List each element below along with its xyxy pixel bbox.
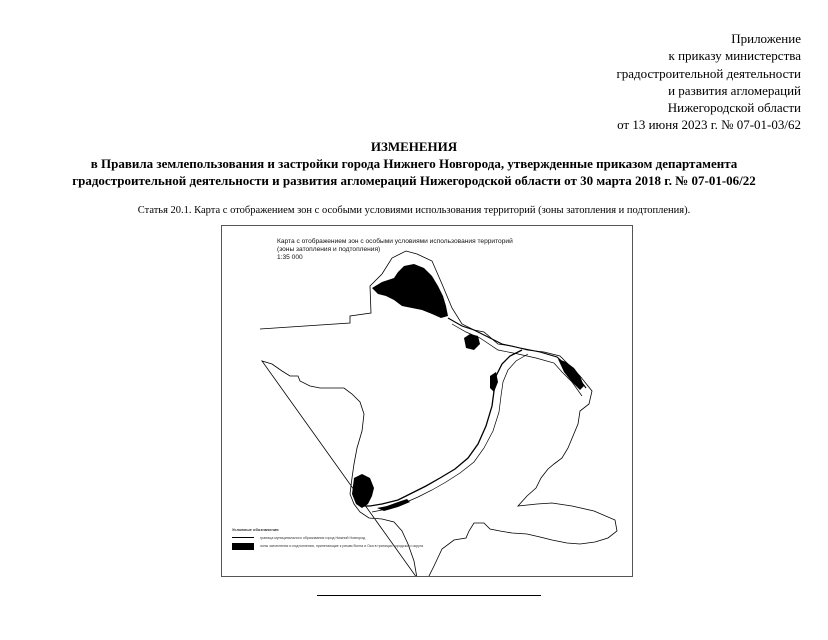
document-title: ИЗМЕНЕНИЯ xyxy=(370,139,458,154)
map-scale: 1:35 000 xyxy=(277,254,303,261)
boundary-line-swatch xyxy=(232,537,254,538)
appendix-block xyxy=(481,30,801,134)
subtitle-line: градостроительной деятельности и развития агломераций Нижегородской области от 30 марта 2018 г. № 07-01-06/22 xyxy=(72,173,756,188)
legend-heading: Условные обозначения xyxy=(232,527,279,532)
map-frame xyxy=(221,225,633,577)
legend-item xyxy=(232,543,423,550)
appendix-line: и развития агломераций xyxy=(668,82,801,98)
appendix-line: Нижегородской области xyxy=(667,100,801,116)
flood-zone-southwest xyxy=(352,474,374,508)
appendix-line: к приказу министерства xyxy=(668,48,801,64)
article-caption: Статья 20.1. Карта с отображением зон с особыми условиями использования территорий (зоны затопления и подтопления). xyxy=(137,205,691,216)
map-legend xyxy=(232,528,423,550)
flood-zone-map xyxy=(222,226,633,577)
oka-river xyxy=(360,350,522,506)
legend-label: граница муниципального образования город Нижний Новгород xyxy=(260,535,366,540)
appendix-line: градостроительной деятельности xyxy=(616,65,801,81)
footer-divider xyxy=(317,595,541,596)
map-title-line: Карта с отображением зон с особыми условиями использования территорий xyxy=(277,238,513,245)
flood-zone-swatch xyxy=(232,543,254,550)
legend-item xyxy=(232,536,423,541)
map-title xyxy=(277,238,513,262)
document-subtitle xyxy=(0,155,828,189)
legend-label: зоны затопления и подтопления, прилегающие к рекам Волга и Ока в границах городского округа xyxy=(260,544,424,549)
map-title-line: (зоны затопления и подтопления) xyxy=(277,246,381,253)
flood-zone-east xyxy=(558,359,584,390)
subtitle-line: в Правила землепользования и застройки города Нижнего Новгорода, утвержденные приказом департамента xyxy=(90,156,738,171)
flood-zone-island xyxy=(464,334,480,350)
appendix-line: от 13 июня 2023 г. № 07-01-03/62 xyxy=(617,117,801,133)
oka-river-bank xyxy=(372,354,528,512)
appendix-line: Приложение xyxy=(731,31,801,46)
